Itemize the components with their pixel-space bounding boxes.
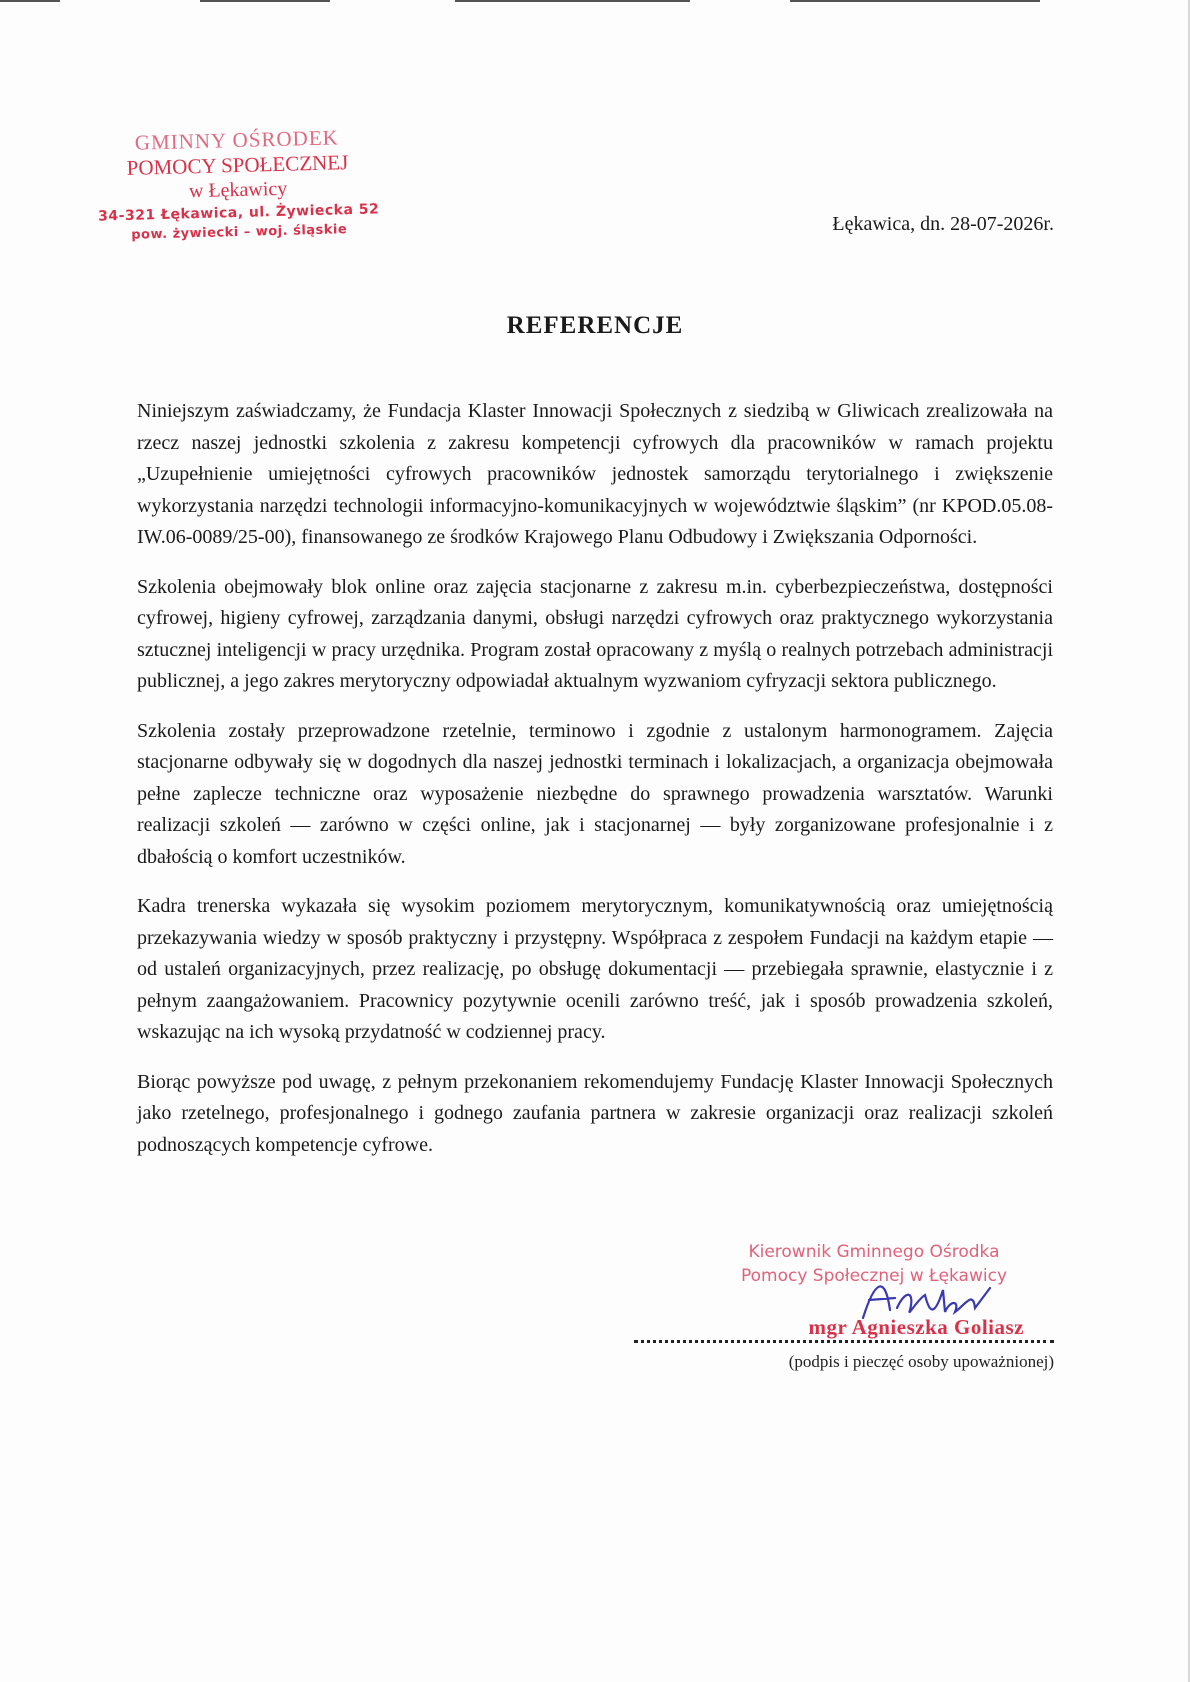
signatory-name: mgr Agnieszka Goliasz (808, 1315, 1024, 1339)
scan-edge-line (455, 0, 690, 2)
stamp-region: pow. żywiecki – woj. śląskie (131, 222, 348, 243)
stamp-line: GMINNY OŚRODEK (134, 125, 340, 155)
stamp-line: POMOCY SPOŁECZNEJ (126, 150, 349, 180)
paragraph: Kadra trenerska wykazała się wysokim poziomem merytorycznym, komunikatywnością oraz umiejętnością przekazywania wiedzy w sposób praktyczny i przystępny. Współpraca z zespołem Fundacji na każdym etapie — od ustaleń organizacyjnych, przez realizację, po obsługę dokumentacji — przebiegała sprawnie, elastycznie i z pełnym zaangażowaniem. Pracownicy pozytywnie ocenili zarówno treść, jak i sposób prowadzenia szkoleń, wskazując na ich wysoką przydatność w codziennej pracy. (137, 895, 1053, 1043)
signature-line (634, 1315, 1054, 1345)
paragraph: Szkolenia obejmowały blok online oraz zajęcia stacjonarne z zakresu m.in. cyberbezpieczeństwa, dostępności cyfrowej, higieny cyfrowej, zarządzania danymi, obsługi narzędzi cyfrowych oraz praktycznego wykorzystania sztucznej inteligencji w pracy urzędnika. Program został opracowany z myślą o realnych potrzebach administracji publicznej, a jego zakres merytoryczny odpowiadał aktualnym wyzwaniom cyfryzacji sektora publicznego. (137, 575, 1053, 692)
dotted-line (634, 1340, 1054, 1343)
stamp-line: w Łękawicy (188, 177, 288, 203)
stamp-address: 34-321 Łękawica, ul. Żywiecka 52 (97, 201, 380, 225)
signature-caption: (podpis i pieczęć osoby upoważnionej) (788, 1352, 1054, 1371)
document-title: REFERENCJE (506, 312, 684, 339)
paragraph: Biorąc powyższe pod uwagę, z pełnym przekonaniem rekomendujemy Fundację Klaster Innowacji Społecznych jako rzetelnego, profesjonalnego i godnego zaufania partnera w zakresie organizacji oraz realizacji szkoleń podnoszących kompetencje cyfrowe. (137, 1070, 1053, 1156)
signatory-institution: Pomocy Społecznej w Łękawicy (740, 1266, 1008, 1286)
document-date: Łękawica, dn. 28-07-2026r. (832, 213, 1054, 235)
paragraph: Niniejszym zaświadczamy, że Fundacja Klaster Innowacji Społecznych z siedzibą w Gliwicach zrealizowała na rzecz naszej jednostki szkolenia z zakresu kompetencji cyfrowych dla pracowników w ramach projektu „Uzupełnienie umiejętności cyfrowych pracowników jednostek samorządu terytorialnego i zwiększenie wykorzystania narzędzi technologii informacyjno-komunikacyjnych w województwie śląskim” (nr KPOD.05.08-IW.06-0089/25-00), finansowanego ze środków Krajowego Planu Odbudowy i Zwiększania Odporności. (137, 400, 1053, 548)
signatory-title: Kierownik Gminnego Ośrodka (748, 1242, 1000, 1262)
scan-edge-line (200, 0, 330, 2)
institution-stamp (87, 124, 390, 246)
scan-edge-line (0, 0, 60, 2)
scan-edge-line (790, 0, 1040, 2)
letter-body (137, 396, 1053, 1179)
paragraph: Szkolenia zostały przeprowadzone rzetelnie, terminowo i zgodnie z ustalonym harmonogramem. Zajęcia stacjonarne odbywały się w dogodnych dla naszej jednostki terminach i lokalizacjach, a organizacja obejmowała pełne zaplecze techniczne oraz wyposażenie niezbędne do sprawnego prowadzenia warsztatów. Warunki realizacji szkoleń — zarówno w części online, jak i stacjonarnej — były zorganizowane profesjonalnie i z dbałością o komfort uczestników. (137, 719, 1053, 868)
